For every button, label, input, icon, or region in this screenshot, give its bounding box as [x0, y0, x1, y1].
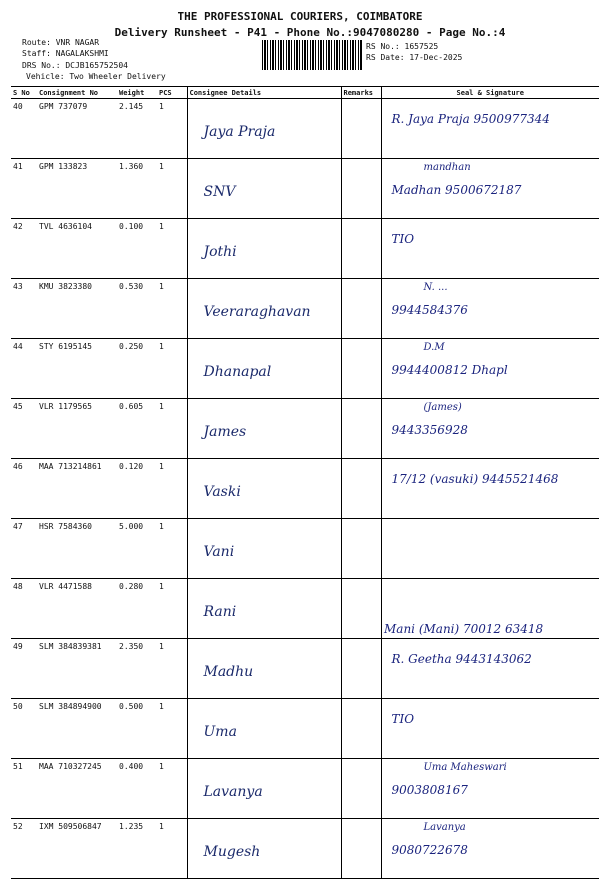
col-consignee: Consignee Details — [187, 87, 341, 99]
consignee-cell — [187, 759, 341, 819]
sno-cell — [11, 279, 37, 339]
consignee-cell — [187, 699, 341, 759]
pcs-cell — [157, 579, 187, 639]
consignee-handwriting: Vaski — [203, 484, 241, 500]
sno-text: 46 — [13, 462, 23, 471]
weight-text: 0.530 — [119, 282, 144, 291]
sno-text: 49 — [13, 642, 23, 651]
table-row — [11, 399, 599, 459]
sno-cell — [11, 339, 37, 399]
remarks-cell — [341, 519, 381, 579]
weight-text: 0.605 — [119, 402, 144, 411]
pcs-cell — [157, 219, 187, 279]
consignee-handwriting: Rani — [203, 604, 237, 620]
weight-cell — [117, 399, 157, 459]
table-row — [11, 99, 599, 159]
consignment-text: SLM 384839381 — [39, 642, 102, 651]
signature-cell — [381, 279, 599, 339]
consignee-cell — [187, 519, 341, 579]
signature-note: Uma Maheswari — [423, 762, 507, 773]
footer-signature: Mani (Mani) 70012 63418 — [384, 622, 544, 636]
weight-cell — [117, 819, 157, 879]
consignee-cell — [187, 99, 341, 159]
pcs-text: 1 — [159, 162, 164, 171]
col-seal: Seal & Signature — [381, 87, 599, 99]
remarks-cell — [341, 99, 381, 159]
signature-cell — [381, 819, 599, 879]
signature-cell — [381, 759, 599, 819]
vehicle-label: Vehicle: Two Wheeler Delivery — [26, 72, 166, 81]
weight-cell — [117, 339, 157, 399]
pcs-cell — [157, 159, 187, 219]
pcs-cell — [157, 279, 187, 339]
consignment-cell — [37, 759, 117, 819]
table-row — [11, 459, 599, 519]
runsheet-subtitle: Delivery Runsheet - P41 - Phone No.:9047080280 - Page No.:4 — [114, 26, 506, 39]
weight-text: 0.120 — [119, 462, 144, 471]
signature-cell — [381, 159, 599, 219]
consignee-cell — [187, 639, 341, 699]
weight-text: 0.250 — [119, 342, 144, 351]
consignment-cell — [37, 459, 117, 519]
sno-text: 48 — [13, 582, 23, 591]
sno-cell — [11, 639, 37, 699]
table-row — [11, 519, 599, 579]
weight-text: 1.360 — [119, 162, 144, 171]
signature-handwriting: 17/12 (vasuki) 9445521468 — [391, 472, 559, 486]
remarks-cell — [341, 279, 381, 339]
barcode — [262, 40, 362, 70]
remarks-cell — [341, 819, 381, 879]
consignment-cell — [37, 99, 117, 159]
runsheet-table — [11, 86, 599, 879]
sno-cell — [11, 459, 37, 519]
consignment-cell — [37, 159, 117, 219]
rs-number: RS No.: 1657525 — [366, 42, 439, 51]
consignment-cell — [37, 339, 117, 399]
weight-text: 0.400 — [119, 762, 144, 771]
signature-handwriting: TIO — [391, 712, 415, 726]
pcs-text: 1 — [159, 342, 164, 351]
consignment-cell — [37, 519, 117, 579]
consignment-cell — [37, 699, 117, 759]
sno-cell — [11, 759, 37, 819]
signature-cell — [381, 639, 599, 699]
weight-text: 0.280 — [119, 582, 144, 591]
consignment-text: SLM 384894900 — [39, 702, 102, 711]
sno-text: 51 — [13, 762, 23, 771]
consignment-cell — [37, 639, 117, 699]
remarks-cell — [341, 639, 381, 699]
pcs-text: 1 — [159, 282, 164, 291]
pcs-cell — [157, 699, 187, 759]
remarks-cell — [341, 759, 381, 819]
sno-cell — [11, 699, 37, 759]
consignment-text: VLR 4471588 — [39, 582, 92, 591]
sno-text: 43 — [13, 282, 23, 291]
sno-text: 47 — [13, 522, 23, 531]
signature-handwriting: 9003808167 — [391, 783, 468, 797]
pcs-cell — [157, 99, 187, 159]
weight-text: 1.235 — [119, 822, 144, 831]
weight-cell — [117, 279, 157, 339]
sno-cell — [11, 399, 37, 459]
pcs-cell — [157, 519, 187, 579]
consignment-text: STY 6195145 — [39, 342, 92, 351]
sno-cell — [11, 219, 37, 279]
pcs-text: 1 — [159, 522, 164, 531]
consignee-handwriting: James — [203, 424, 247, 440]
sno-cell — [11, 819, 37, 879]
consignee-handwriting: Mugesh — [203, 844, 261, 860]
weight-text: 2.350 — [119, 642, 144, 651]
signature-note: (James) — [423, 402, 462, 413]
consignment-cell — [37, 579, 117, 639]
consignee-cell — [187, 159, 341, 219]
table-row — [11, 159, 599, 219]
remarks-cell — [341, 159, 381, 219]
col-pcs: PCS — [157, 87, 187, 99]
weight-cell — [117, 579, 157, 639]
pcs-text: 1 — [159, 582, 164, 591]
staff-label: Staff: NAGALAKSHMI — [22, 49, 109, 58]
consignee-handwriting: Jaya Praja — [203, 124, 276, 140]
consignee-handwriting: Lavanya — [203, 784, 263, 800]
sno-cell — [11, 579, 37, 639]
signature-cell — [381, 519, 599, 579]
consignment-cell — [37, 399, 117, 459]
signature-handwriting: TIO — [391, 232, 415, 246]
pcs-cell — [157, 759, 187, 819]
signature-handwriting: R. Jaya Praja 9500977344 — [391, 112, 550, 126]
sno-text: 45 — [13, 402, 23, 411]
signature-cell — [381, 459, 599, 519]
consignee-cell — [187, 819, 341, 879]
pcs-cell — [157, 339, 187, 399]
pcs-cell — [157, 819, 187, 879]
consignee-cell — [187, 579, 341, 639]
rs-date: RS Date: 17-Dec-2025 — [366, 53, 463, 62]
signature-handwriting: R. Geetha 9443143062 — [391, 652, 532, 666]
signature-handwriting: 9080722678 — [391, 843, 468, 857]
weight-cell — [117, 459, 157, 519]
weight-cell — [117, 699, 157, 759]
consignee-handwriting: Jothi — [203, 244, 237, 260]
consignment-text: GPM 133823 — [39, 162, 88, 171]
sno-text: 52 — [13, 822, 23, 831]
signature-cell — [381, 399, 599, 459]
table-row — [11, 279, 599, 339]
consignment-text: HSR 7584360 — [39, 522, 92, 531]
remarks-cell — [341, 219, 381, 279]
route-label: Route: VNR NAGAR — [22, 38, 100, 47]
consignee-handwriting: SNV — [203, 184, 236, 200]
company-title: THE PROFESSIONAL COURIERS, COIMBATORE — [177, 10, 423, 23]
signature-note: D.M — [423, 342, 445, 353]
consignment-text: MAA 710327245 — [39, 762, 102, 771]
consignment-cell — [37, 219, 117, 279]
consignee-handwriting: Dhanapal — [203, 364, 272, 380]
pcs-text: 1 — [159, 402, 164, 411]
consignment-text: VLR 1179565 — [39, 402, 92, 411]
col-remarks: Remarks — [341, 87, 381, 99]
weight-cell — [117, 159, 157, 219]
signature-handwriting: 9443356928 — [391, 423, 468, 437]
consignee-handwriting: Uma — [203, 724, 237, 740]
remarks-cell — [341, 699, 381, 759]
signature-handwriting: 9944400812 Dhapl — [391, 363, 508, 377]
pcs-cell — [157, 459, 187, 519]
table-row — [11, 639, 599, 699]
drs-label: DRS No.: DCJB165752504 — [22, 61, 128, 70]
consignee-cell — [187, 279, 341, 339]
weight-cell — [117, 99, 157, 159]
weight-text: 2.145 — [119, 102, 144, 111]
consignee-handwriting: Vani — [203, 544, 235, 560]
pcs-text: 1 — [159, 822, 164, 831]
table-header — [11, 87, 599, 99]
table-row — [11, 699, 599, 759]
col-weight: Weight — [117, 87, 157, 99]
pcs-text: 1 — [159, 702, 164, 711]
consignee-cell — [187, 339, 341, 399]
consignment-text: GPM 737079 — [39, 102, 88, 111]
pcs-text: 1 — [159, 222, 164, 231]
table-row — [11, 759, 599, 819]
remarks-cell — [341, 579, 381, 639]
sno-text: 41 — [13, 162, 23, 171]
consignment-cell — [37, 819, 117, 879]
remarks-cell — [341, 399, 381, 459]
consignee-cell — [187, 459, 341, 519]
signature-cell — [381, 99, 599, 159]
sno-cell — [11, 159, 37, 219]
signature-cell — [381, 699, 599, 759]
signature-handwriting: 9944584376 — [391, 303, 468, 317]
signature-note: mandhan — [423, 162, 471, 173]
signature-handwriting: Madhan 9500672187 — [391, 183, 522, 197]
pcs-cell — [157, 399, 187, 459]
remarks-cell — [341, 339, 381, 399]
sno-text: 50 — [13, 702, 23, 711]
weight-text: 0.100 — [119, 222, 144, 231]
signature-note: Lavanya — [423, 822, 466, 833]
consignment-cell — [37, 279, 117, 339]
sno-text: 42 — [13, 222, 23, 231]
weight-text: 5.000 — [119, 522, 144, 531]
consignment-text: TVL 4636104 — [39, 222, 92, 231]
consignee-handwriting: Madhu — [203, 664, 254, 680]
pcs-text: 1 — [159, 102, 164, 111]
consignment-text: MAA 713214861 — [39, 462, 102, 471]
weight-cell — [117, 219, 157, 279]
pcs-cell — [157, 639, 187, 699]
col-consignment: Consignment No — [37, 87, 117, 99]
col-sno: S No — [11, 87, 37, 99]
consignment-text: IXM 509506847 — [39, 822, 102, 831]
signature-note: N. ... — [423, 282, 448, 293]
weight-text: 0.500 — [119, 702, 144, 711]
pcs-text: 1 — [159, 462, 164, 471]
consignment-text: KMU 3823380 — [39, 282, 92, 291]
consignee-cell — [187, 399, 341, 459]
signature-cell — [381, 219, 599, 279]
weight-cell — [117, 639, 157, 699]
sno-text: 44 — [13, 342, 23, 351]
consignee-handwriting: Veeraraghavan — [203, 304, 311, 320]
sno-cell — [11, 99, 37, 159]
consignee-cell — [187, 219, 341, 279]
weight-cell — [117, 519, 157, 579]
pcs-text: 1 — [159, 762, 164, 771]
remarks-cell — [341, 459, 381, 519]
pcs-text: 1 — [159, 642, 164, 651]
sno-cell — [11, 519, 37, 579]
weight-cell — [117, 759, 157, 819]
signature-cell — [381, 339, 599, 399]
sno-text: 40 — [13, 102, 23, 111]
table-row — [11, 219, 599, 279]
table-row — [11, 339, 599, 399]
table-row — [11, 819, 599, 879]
